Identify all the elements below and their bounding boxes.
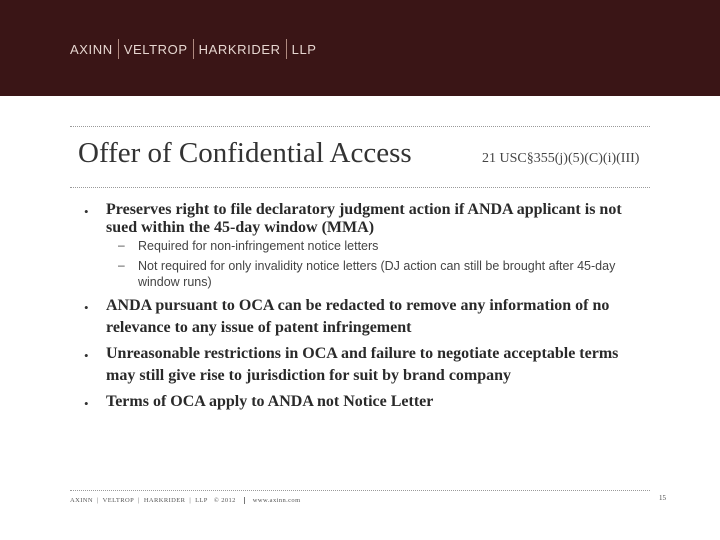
title-bottom-rule	[70, 187, 650, 188]
footer-firm-harkrider: HARKRIDER	[143, 497, 186, 504]
sub-bullet-item: Required for non-infringement notice letters	[138, 239, 379, 253]
footer-divider: |	[138, 497, 140, 504]
bullet-item: Preserves right to file declaratory judgment action if ANDA applicant is not sued within the 45-day window (MMA)	[106, 201, 622, 236]
sub-bullet-marker: –	[118, 238, 125, 252]
sub-bullet-marker: –	[118, 258, 125, 272]
logo-word-veltrop: VELTROP	[123, 41, 188, 57]
bullet-item: Terms of OCA apply to ANDA not Notice Letter	[106, 393, 434, 410]
footer-copyright: © 2012	[213, 497, 236, 504]
statute-citation: 21 USC§355(j)(5)(C)(i)(III)	[482, 151, 640, 166]
slide-title: Offer of Confidential Access	[78, 137, 412, 169]
logo-word-harkrider: HARKRIDER	[198, 41, 281, 57]
footer-divider: |	[96, 497, 99, 504]
title-top-rule	[70, 126, 650, 127]
bullet-marker: •	[84, 348, 89, 363]
logo-word-llp: LLP	[291, 41, 317, 57]
footer-divider: |	[189, 497, 192, 504]
footer-website: www.axinn.com	[252, 497, 301, 504]
footer-firm-axinn: AXINN	[70, 497, 93, 504]
logo-divider	[286, 39, 287, 59]
bullet-marker: •	[84, 300, 89, 315]
footer-firm-llp: LLP	[195, 497, 208, 504]
logo-divider	[193, 39, 194, 59]
footer	[70, 497, 301, 504]
bullet-marker: •	[84, 396, 89, 411]
page-number: 15	[659, 494, 666, 502]
logo-word-axinn: AXINN	[70, 41, 113, 57]
header-band	[0, 0, 720, 96]
bullet-item: Unreasonable restrictions in OCA and failure to negotiate acceptable terms may still give rise to jurisdiction for suit by brand company	[106, 345, 619, 384]
logo-divider	[118, 39, 119, 59]
sub-bullet-item: Not required for only invalidity notice letters (DJ action can still be brought after 45-day window runs)	[138, 259, 616, 289]
footer-rule	[70, 490, 650, 491]
footer-firm-veltrop: VELTROP	[102, 497, 135, 504]
firm-logo	[70, 38, 317, 60]
footer-bar	[244, 497, 245, 504]
bullet-item: ANDA pursuant to OCA can be redacted to remove any information of no relevance to any issue of patent infringement	[106, 297, 610, 336]
bullet-marker: •	[84, 204, 89, 219]
